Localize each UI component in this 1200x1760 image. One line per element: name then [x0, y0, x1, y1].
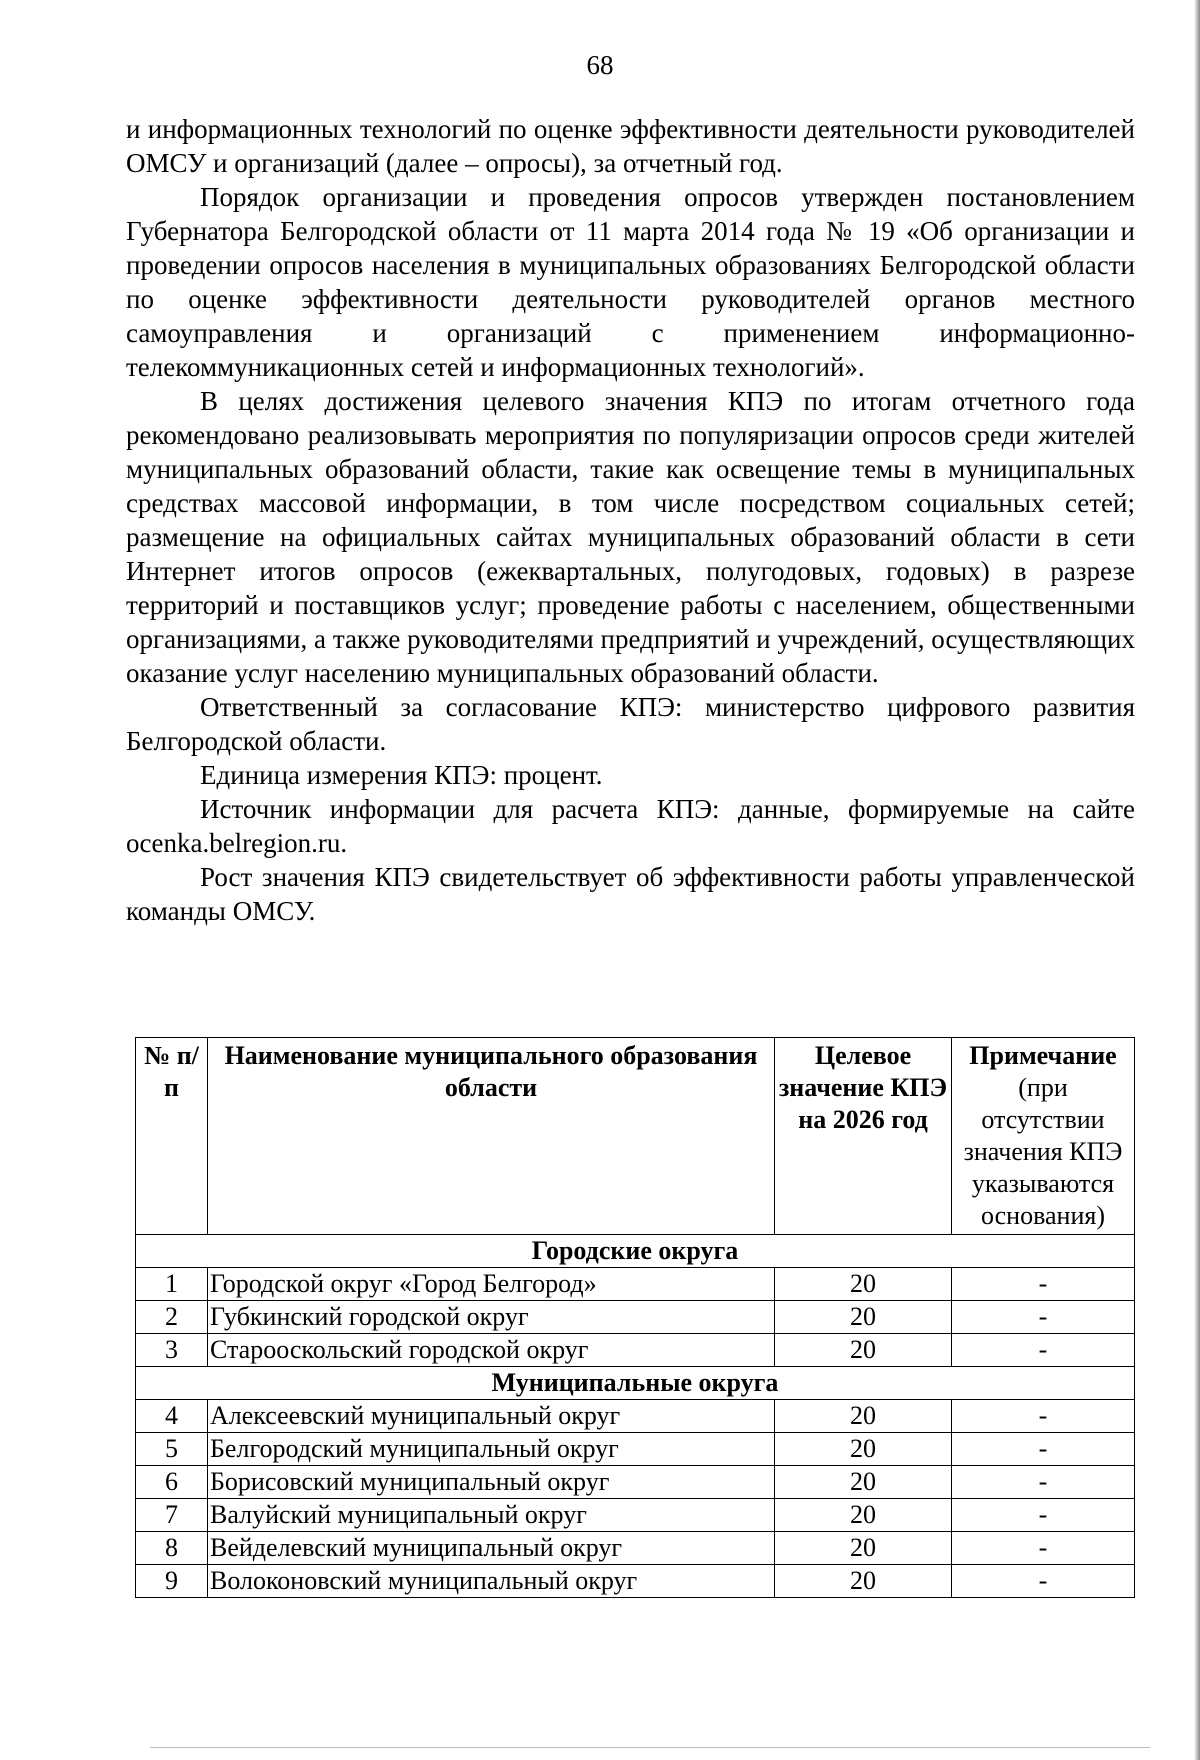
- header-value: Целевое значение КПЭ на 2026 год: [775, 1038, 952, 1235]
- row-municipality-name: Волоконовский муниципальный округ: [208, 1565, 775, 1598]
- table-header-row: [136, 1038, 1135, 1235]
- row-number: 3: [136, 1334, 208, 1367]
- row-note: -: [952, 1532, 1135, 1565]
- header-name: Наименование муниципального образования области: [208, 1038, 775, 1235]
- header-note-body: (при отсутствии значения КПЭ указываются основания): [963, 1073, 1123, 1230]
- paragraph-growth: Рост значения КПЭ свидетельствует об эффективности работы управленческой команды ОМСУ.: [126, 862, 1135, 926]
- row-municipality-name: Губкинский городской округ: [208, 1301, 775, 1334]
- table-row: [136, 1433, 1135, 1466]
- row-municipality-name: Борисовский муниципальный округ: [208, 1466, 775, 1499]
- table-row: [136, 1565, 1135, 1598]
- row-number: 9: [136, 1565, 208, 1598]
- paragraph-recommendations: В целях достижения целевого значения КПЭ по итогам отчетного года рекомендовано реализовывать мероприятия по популяризации опросов среди жителей муниципальных образований области, такие как освещение темы в муниципальных средствах массовой информации, в том числе посредством социальных сетей; размещение на официальных сайтах муниципальных образований области в сети Интернет итогов опросов (ежеквартальных, полугодовых, годовых) в разрезе территорий и поставщиков услуг; проведение работы с населением, общественными организациями, а также руководителями предприятий и учреждений, осуществляющих оказание услуг населению муниципальных образований области.: [126, 386, 1135, 688]
- section-title: Городские округа: [136, 1235, 1135, 1268]
- paragraph-source: Источник информации для расчета КПЭ: данные, формируемые на сайте ocenka.belregion.ru.: [126, 794, 1135, 858]
- row-target-value: 20: [775, 1565, 952, 1598]
- row-target-value: 20: [775, 1400, 952, 1433]
- table-row: [136, 1301, 1135, 1334]
- row-number: 1: [136, 1268, 208, 1301]
- row-target-value: 20: [775, 1301, 952, 1334]
- row-note: -: [952, 1334, 1135, 1367]
- table-row: [136, 1466, 1135, 1499]
- row-note: -: [952, 1301, 1135, 1334]
- row-municipality-name: Белгородский муниципальный округ: [208, 1433, 775, 1466]
- section-row: [136, 1235, 1135, 1268]
- paragraph-responsible: Ответственный за согласование КПЭ: министерство цифрового развития Белгородской области.: [126, 692, 1135, 756]
- row-target-value: 20: [775, 1268, 952, 1301]
- section-title: Муниципальные округа: [136, 1367, 1135, 1400]
- body-text: [126, 112, 1135, 928]
- table-row: [136, 1400, 1135, 1433]
- row-number: 8: [136, 1532, 208, 1565]
- paragraph-continuation: и информационных технологий по оценке эффективности деятельности руководителей ОМСУ и организаций (далее – опросы), за отчетный год.: [126, 114, 1135, 178]
- table-body: [136, 1235, 1135, 1598]
- scan-edge: [1194, 0, 1200, 1760]
- row-municipality-name: Городской округ «Город Белгород»: [208, 1268, 775, 1301]
- row-number: 6: [136, 1466, 208, 1499]
- table-row: [136, 1532, 1135, 1565]
- paragraph-unit: Единица измерения КПЭ: процент.: [200, 760, 603, 790]
- row-number: 7: [136, 1499, 208, 1532]
- row-target-value: 20: [775, 1433, 952, 1466]
- row-note: -: [952, 1499, 1135, 1532]
- row-note: -: [952, 1268, 1135, 1301]
- table-row: [136, 1268, 1135, 1301]
- paragraph-procedure: Порядок организации и проведения опросов утвержден постановлением Губернатора Белгородской области от 11 марта 2014 года № 19 «Об организации и проведении опросов населения в муниципальных образованиях Белгородской области по оценке эффективности деятельности руководителей органов местного самоуправления и организаций с применением информационно-телекоммуникационных сетей и информационных технологий».: [126, 182, 1135, 382]
- kpe-table: [135, 1037, 1135, 1598]
- row-target-value: 20: [775, 1466, 952, 1499]
- row-note: -: [952, 1565, 1135, 1598]
- row-municipality-name: Вейделевский муниципальный округ: [208, 1532, 775, 1565]
- row-number: 4: [136, 1400, 208, 1433]
- row-target-value: 20: [775, 1499, 952, 1532]
- row-target-value: 20: [775, 1532, 952, 1565]
- page-number: 68: [586, 50, 614, 80]
- row-target-value: 20: [775, 1334, 952, 1367]
- row-municipality-name: Старооскольский городской округ: [208, 1334, 775, 1367]
- scan-bottom-line: [150, 1747, 1150, 1748]
- row-note: -: [952, 1400, 1135, 1433]
- row-municipality-name: Валуйский муниципальный округ: [208, 1499, 775, 1532]
- header-num: № п/п: [136, 1038, 208, 1235]
- row-municipality-name: Алексеевский муниципальный округ: [208, 1400, 775, 1433]
- row-number: 2: [136, 1301, 208, 1334]
- row-note: -: [952, 1433, 1135, 1466]
- header-note: [952, 1038, 1135, 1235]
- header-note-title: Примечание: [969, 1041, 1117, 1070]
- row-note: -: [952, 1466, 1135, 1499]
- table-row: [136, 1334, 1135, 1367]
- row-number: 5: [136, 1433, 208, 1466]
- section-row: [136, 1367, 1135, 1400]
- table-row: [136, 1499, 1135, 1532]
